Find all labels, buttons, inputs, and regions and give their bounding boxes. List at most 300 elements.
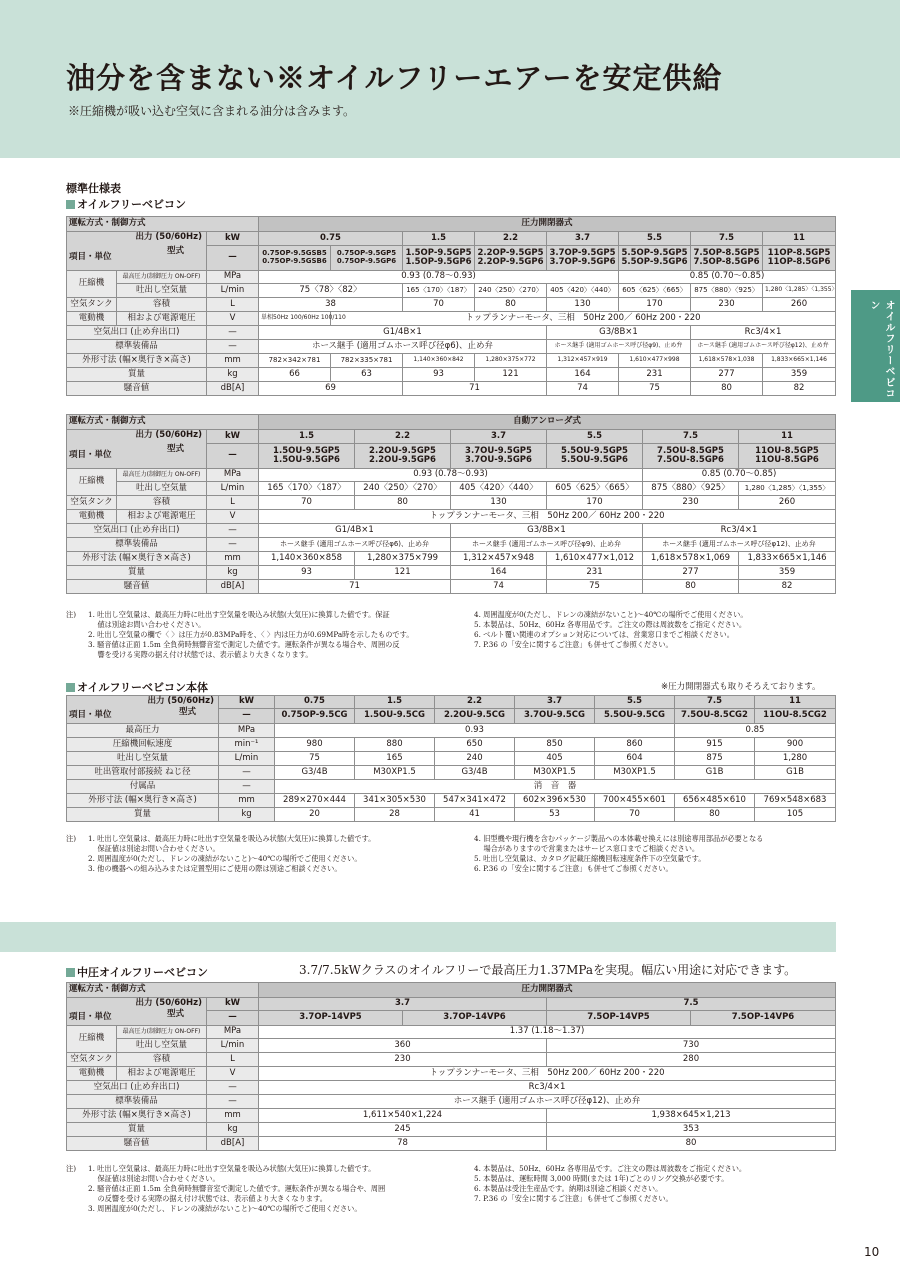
row-label-compressor: 圧縮機	[67, 271, 117, 298]
side-index-tab[interactable]	[851, 290, 900, 402]
motor-three-phase: トップランナーモータ、三相 50Hz 200／ 60Hz 200・220	[259, 510, 836, 524]
noise-value: 71	[403, 382, 547, 396]
note-line: 4. 旧型機や現行機を含むパッケージ製品への本体載せ換えには別途専用部品が必要となる	[474, 834, 764, 843]
mass-value: 28	[355, 808, 435, 822]
model-60hz: 1.5OP-9.5GP6	[405, 257, 472, 267]
header-item-unit	[67, 696, 219, 724]
note-line: 場合がありますので営業またはサービス窓口までご相談ください。	[474, 843, 700, 853]
kw-cell: 2.2	[355, 430, 451, 444]
note-line: 1. 吐出し空気量は、最高圧力時に吐出す空気量を吸込み状態(大気圧)に換算した値です。	[88, 834, 376, 843]
air-value: 605〈625〉〈665〉	[619, 284, 691, 298]
section-title-text: オイルフリーベビコン本体	[77, 681, 209, 694]
model-cell: 5.5OU-9.5CG	[595, 709, 675, 724]
header-item-unit	[67, 430, 207, 469]
note-line: 3. 他の機器への組み込みまたは定置型用にご使用の際は別途ご相談ください。	[88, 863, 342, 873]
model-50hz: 0.75OP-9.5GSB5	[262, 249, 327, 258]
unit-lmin: L/min	[207, 284, 259, 298]
tank-value: 38	[259, 298, 403, 312]
tank-value: 80	[475, 298, 547, 312]
notes-left-column	[88, 1164, 385, 1214]
dims-value: 1,140×360×858	[259, 552, 355, 566]
header-item-unit	[67, 998, 207, 1026]
row-label-outlet-thread: 吐出管取付部接続 ねじ径	[67, 766, 219, 780]
note-line: 保証値は別途お問い合わせください。	[88, 843, 220, 853]
dims-value: 341×305×530	[355, 794, 435, 808]
header-drive-control: 運転方式・制御方式	[67, 415, 259, 430]
speed-value: 880	[355, 738, 435, 752]
air-value: 165〈170〉〈187〉	[259, 482, 355, 496]
model-cell: 7.5OU-8.5CG2	[675, 709, 755, 724]
note-line: 6. P.36 の「安全に関するご注意」も併せてご参照ください。	[474, 863, 673, 873]
model-60hz: 1.5OU-9.5GP6	[273, 455, 340, 465]
unit-mm: mm	[207, 354, 259, 368]
outlet-value: M30XP1.5	[515, 766, 595, 780]
row-label-capacity: 容積	[117, 496, 207, 510]
spec-table-auto-unloader	[66, 414, 836, 594]
note-line: 6. 本製品は受注生産品です。納期は別途ご相談ください。	[474, 1183, 663, 1193]
speed-value: 980	[275, 738, 355, 752]
mass-value: 53	[515, 808, 595, 822]
kw-cell: 11	[739, 430, 836, 444]
tank-value: 260	[763, 298, 836, 312]
model-50hz: 3.7OP-9.5GP5	[549, 247, 616, 258]
model-60hz: 5.5OU-9.5GP6	[561, 455, 628, 465]
dims-value: 1,938×645×1,213	[547, 1109, 836, 1123]
note-line: 5. 本製品は、運転時間 3,000 時間(または 1年)ごとのリング交換が必要です。	[474, 1173, 729, 1183]
unit-v: V	[207, 312, 259, 326]
dims-value: 700×455×601	[595, 794, 675, 808]
model-cell	[259, 246, 331, 271]
notes-body	[66, 834, 835, 880]
outlet-value: G1/4B×1	[259, 524, 451, 538]
unit-kw: kW	[207, 232, 259, 246]
row-label-tank: 空気タンク	[67, 496, 117, 510]
section-subtitle-text: オイルフリーベビコン	[77, 198, 187, 211]
outlet-value: Rc3/4×1	[691, 326, 836, 340]
outlet-value: Rc3/4×1	[259, 1081, 836, 1095]
row-label-outlet: 空気出口 (止め弁出口)	[67, 326, 207, 340]
air-value: 240〈250〉〈270〉	[475, 284, 547, 298]
row-label-max-pressure: 最高圧力(制御圧力 ON-OFF)	[117, 271, 207, 284]
kw-cell: 11	[763, 232, 836, 246]
unit-dash: —	[207, 524, 259, 538]
model-60hz: 11OU-8.5GP6	[755, 455, 819, 465]
mass-value: 63	[331, 368, 403, 382]
air-value: 405〈420〉〈440〉	[547, 284, 619, 298]
unit-dash: —	[207, 538, 259, 552]
kw-cell: 7.5	[691, 232, 763, 246]
model-cell: 1.5OU-9.5CG	[355, 709, 435, 724]
row-label-noise: 騒音値	[67, 1137, 207, 1151]
dims-value: 782×342×781	[259, 354, 331, 368]
model-60hz: 7.5OU-8.5GP6	[657, 455, 724, 465]
note-line: 3. 騒音値は正面 1.5m 全負荷時無響音室で測定した値です。運転条件が異なる場合や、周囲の反	[88, 639, 400, 649]
mass-value: 121	[475, 368, 547, 382]
note-line: 7. P.36 の「安全に関するご注意」も併せてご参照ください。	[474, 639, 673, 649]
outlet-value: Rc3/4×1	[643, 524, 836, 538]
noise-value: 82	[763, 382, 836, 396]
header-item-unit-label: 項目・単位	[69, 450, 112, 460]
notes-left-column	[88, 834, 375, 874]
header-output: 出力 (50/60Hz)	[135, 430, 202, 440]
availability-note: ※圧力開閉器式も取りそろえております。	[661, 682, 821, 692]
notes-label: 注)	[66, 610, 76, 619]
unit-lmin: L/min	[207, 482, 259, 496]
note-line: 1. 吐出し空気量は、最高圧力時に吐出す空気量を吸込み状態(大気圧)に換算した値です。	[88, 1164, 376, 1173]
row-label-mass: 質量	[67, 368, 207, 382]
air-value: 240	[435, 752, 515, 766]
catch-copy: 3.7/7.5kWクラスのオイルフリーで最高圧力1.37MPaを実現。幅広い用途に対応できます。	[299, 963, 797, 977]
header-drive-control: 運転方式・制御方式	[67, 217, 259, 232]
unit-dash: —	[207, 246, 259, 271]
model-cell: 7.5OP-14VP6	[691, 1011, 836, 1026]
model-cell	[475, 246, 547, 271]
model-cell: 2.2OU-9.5CG	[435, 709, 515, 724]
tank-value: 230	[691, 298, 763, 312]
air-value: 405	[515, 752, 595, 766]
model-50hz: 11OU-8.5GP5	[755, 445, 819, 456]
row-label-max-pressure: 最高圧力(制御圧力 ON-OFF)	[117, 1026, 207, 1039]
mass-value: 277	[691, 368, 763, 382]
unit-rpm: min⁻¹	[219, 738, 275, 752]
spec-table-body	[66, 695, 836, 822]
model-cell	[739, 444, 836, 469]
outlet-value: G3/8B×1	[451, 524, 643, 538]
mass-value: 93	[403, 368, 475, 382]
air-value: 1,280〈1,285〉〈1,355〉	[739, 482, 836, 496]
unit-mpa: MPa	[219, 724, 275, 738]
unit-v: V	[207, 510, 259, 524]
dims-value: 1,618×578×1,038	[691, 354, 763, 368]
air-value: 604	[595, 752, 675, 766]
unit-mpa: MPa	[207, 271, 259, 284]
model-60hz: 3.7OU-9.5GP6	[465, 455, 532, 465]
mass-value: 359	[763, 368, 836, 382]
model-60hz: 11OP-8.5GP6	[767, 257, 831, 267]
air-value: 360	[259, 1039, 547, 1053]
group-auto-unloader: 自動アンローダ式	[259, 415, 836, 430]
air-value: 405〈420〉〈440〉	[451, 482, 547, 496]
air-value: 605〈625〉〈665〉	[547, 482, 643, 496]
motor-three-phase: トップランナーモータ、三相 50Hz 200／ 60Hz 200・220	[331, 312, 836, 326]
outlet-value: M30XP1.5	[355, 766, 435, 780]
kw-cell: 1.5	[355, 696, 435, 709]
kw-cell: 5.5	[595, 696, 675, 709]
kw-cell: 1.5	[259, 430, 355, 444]
note-line: 5. 本製品は、50Hz、60Hz 各専用品です。ご注文の際は周波数をご指定ください。	[474, 619, 747, 629]
row-label-compressor: 圧縮機	[67, 469, 117, 496]
model-60hz: 2.2OU-9.5GP6	[369, 455, 436, 465]
spec-table-pressure-switch	[66, 216, 836, 396]
header-item-unit	[67, 232, 207, 271]
notes-right-column	[474, 834, 763, 874]
model-50hz: 11OP-8.5GP5	[767, 247, 831, 258]
square-bullet-icon	[66, 968, 75, 977]
model-cell: 3.7OP-14VP5	[259, 1011, 403, 1026]
tank-value: 230	[643, 496, 739, 510]
unit-mm: mm	[207, 1109, 259, 1123]
tank-value: 80	[355, 496, 451, 510]
model-cell	[355, 444, 451, 469]
pressure-value: 0.93 (0.78〜0.93)	[259, 271, 619, 284]
dims-value: 656×485×610	[675, 794, 755, 808]
note-line: 3. 周囲温度が0(ただし、ドレンの凍結がないこと)〜40℃の場所でご使用ください。	[88, 1203, 362, 1213]
unit-kg: kg	[207, 368, 259, 382]
pressure-value: 0.93	[275, 724, 675, 738]
notes-right-column	[474, 610, 748, 650]
kw-cell: 11	[755, 696, 836, 709]
notes-right-column	[474, 1164, 746, 1204]
notes-label: 注)	[66, 834, 76, 843]
header-model: 型式	[166, 444, 184, 454]
unit-l: L	[207, 1053, 259, 1067]
row-label-motor: 電動機	[67, 510, 117, 524]
motor-three-phase: トップランナーモータ、三相 50Hz 200／ 60Hz 200・220	[259, 1067, 836, 1081]
note-line: 2. 吐出し空気量の欄で〈 〉は圧力が0.83MPa時を、〈 〉内は圧力が0.69MPa時を示したものです。	[88, 629, 414, 639]
row-label-max-pressure: 最高圧力(制御圧力 ON-OFF)	[117, 469, 207, 482]
unit-v: V	[207, 1067, 259, 1081]
kw-cell: 2.2	[435, 696, 515, 709]
dims-value: 1,610×477×1,012	[547, 552, 643, 566]
speed-value: 850	[515, 738, 595, 752]
kw-cell: 0.75	[259, 232, 403, 246]
tank-value: 130	[451, 496, 547, 510]
model-50hz: 1.5OU-9.5GP5	[273, 445, 340, 456]
pressure-value: 0.93 (0.78〜0.93)	[259, 469, 643, 482]
unit-dash: —	[219, 709, 275, 724]
header-output: 出力 (50/60Hz)	[135, 232, 202, 242]
dims-value: 1,312×457×948	[451, 552, 547, 566]
motor-single-phase: 単相50Hz 100/60Hz 100/110	[259, 312, 331, 326]
air-value: 165	[355, 752, 435, 766]
model-cell	[691, 246, 763, 271]
kw-cell: 5.5	[619, 232, 691, 246]
row-label-phase-voltage: 相および電源電圧	[117, 1067, 207, 1081]
outlet-value: G3/4B	[435, 766, 515, 780]
header-output: 出力 (50/60Hz)	[135, 998, 202, 1008]
accessories-value: ホース継手 (適用ゴムホース呼び径φ12)、止め弁	[691, 340, 836, 354]
row-label-accessories: 付属品	[67, 780, 219, 794]
note-line: の反響を受ける実際の据え付け状態では、表示値より大きくなります。	[88, 1193, 327, 1203]
unit-dash: —	[207, 1081, 259, 1095]
dims-value: 602×396×530	[515, 794, 595, 808]
air-value: 875〈880〉〈925〉	[691, 284, 763, 298]
unit-dba: dB[A]	[207, 580, 259, 594]
mass-value: 245	[259, 1123, 547, 1137]
unit-dash: —	[207, 340, 259, 354]
noise-value: 80	[643, 580, 739, 594]
model-60hz: 7.5OP-8.5GP6	[693, 257, 760, 267]
speed-value: 915	[675, 738, 755, 752]
row-label-accessories: 標準装備品	[67, 1095, 207, 1109]
noise-value: 71	[259, 580, 451, 594]
model-cell	[331, 246, 403, 271]
row-label-dims: 外形寸法 (幅×奥行き×高さ)	[67, 794, 219, 808]
notes-standard-spec	[66, 610, 835, 666]
air-value: 165〈170〉〈187〉	[403, 284, 475, 298]
note-line: 2. 騒音値は正面 1.5m 全負荷時無響音室で測定した値です。運転条件が異なる場合や、周囲	[88, 1183, 386, 1193]
note-line: 4. 本製品は、50Hz、60Hz 各専用品です。ご注文の際は周波数をご指定ください。	[474, 1164, 747, 1173]
outlet-value: G3/4B	[275, 766, 355, 780]
note-line: 2. 周囲温度が0(ただし、ドレンの凍結がないこと)〜40℃の場所でご使用ください。	[88, 853, 362, 863]
dims-value: 1,280×375×772	[475, 354, 547, 368]
model-cell: 11OU-8.5CG2	[755, 709, 836, 724]
accessories-value: ホース継手 (適用ゴムホース呼び径φ12)、止め弁	[259, 1095, 836, 1109]
mass-value: 66	[259, 368, 331, 382]
unit-kw: kW	[207, 430, 259, 444]
note-line: 値は別途お問い合わせください。	[88, 619, 206, 629]
square-bullet-icon	[66, 683, 75, 692]
header-note: ※圧縮機が吸い込む空気に含まれる油分は含みます。	[68, 104, 356, 118]
unit-l: L	[207, 496, 259, 510]
row-label-dims: 外形寸法 (幅×奥行き×高さ)	[67, 354, 207, 368]
model-cell	[451, 444, 547, 469]
section-title-spec: 標準仕様表	[66, 182, 121, 195]
mass-value: 41	[435, 808, 515, 822]
mass-value: 231	[619, 368, 691, 382]
header-output: 出力 (50/60Hz)	[147, 696, 214, 706]
unit-kg: kg	[219, 808, 275, 822]
accessories-value: ホース継手 (適用ゴムホース呼び径φ6)、止め弁	[259, 538, 451, 552]
section-title-medium-pressure	[66, 964, 208, 980]
unit-dash: —	[207, 1095, 259, 1109]
square-bullet-icon	[66, 200, 75, 209]
dims-value: 1,833×665×1,146	[763, 354, 836, 368]
model-50hz: 7.5OP-8.5GP5	[693, 247, 760, 258]
mass-value: 121	[355, 566, 451, 580]
model-60hz: 0.75OP-9.5GP6	[336, 257, 397, 265]
accessories-value: ホース継手 (適用ゴムホース呼び径φ6)、止め弁	[259, 340, 547, 354]
section-subtitle-oilfree	[66, 196, 186, 212]
model-cell	[547, 444, 643, 469]
dims-value: 1,312×457×919	[547, 354, 619, 368]
unit-kg: kg	[207, 566, 259, 580]
kw-cell: 3.7	[547, 232, 619, 246]
outlet-value: G1/4B×1	[259, 326, 547, 340]
row-label-motor: 電動機	[67, 1067, 117, 1081]
kw-cell: 7.5	[643, 430, 739, 444]
divider-band	[0, 922, 836, 952]
header-drive-control: 運転方式・制御方式	[67, 983, 259, 998]
header-item-unit-label: 項目・単位	[69, 710, 112, 720]
accessories-value: ホース継手 (適用ゴムホース呼び径φ12)、止め弁	[643, 538, 836, 552]
model-cell: 0.75OP-9.5CG	[275, 709, 355, 724]
dims-value: 769×548×683	[755, 794, 836, 808]
air-value: 875	[675, 752, 755, 766]
row-label-mass: 質量	[67, 566, 207, 580]
row-label-outlet: 空気出口 (止め弁出口)	[67, 524, 207, 538]
note-line: 7. P.36 の「安全に関するご注意」も併せてご参照ください。	[474, 1193, 673, 1203]
unit-lmin: L/min	[219, 752, 275, 766]
dims-value: 1,280×375×799	[355, 552, 451, 566]
unit-dash: —	[207, 444, 259, 469]
mass-value: 164	[547, 368, 619, 382]
mass-value: 353	[547, 1123, 836, 1137]
mass-value: 231	[547, 566, 643, 580]
model-50hz: 2.2OP-9.5GP5	[477, 247, 544, 258]
model-50hz: 5.5OU-9.5GP5	[561, 445, 628, 456]
notes-label: 注)	[66, 1164, 76, 1173]
section-title-text: 中圧オイルフリーベビコン	[77, 966, 209, 979]
noise-value: 78	[259, 1137, 547, 1151]
kw-cell: 1.5	[403, 232, 475, 246]
row-label-accessories: 標準装備品	[67, 538, 207, 552]
noise-value: 74	[451, 580, 547, 594]
kw-cell: 5.5	[547, 430, 643, 444]
speed-value: 860	[595, 738, 675, 752]
model-cell	[547, 246, 619, 271]
kw-cell: 3.7	[259, 998, 547, 1011]
noise-value: 80	[547, 1137, 836, 1151]
header-model: 型式	[166, 246, 184, 256]
tank-value: 70	[403, 298, 475, 312]
row-label-discharge-air: 吐出し空気量	[117, 1039, 207, 1053]
row-label-discharge-air: 吐出し空気量	[117, 284, 207, 298]
unit-kw: kW	[207, 998, 259, 1011]
row-label-discharge-air: 吐出し空気量	[67, 752, 219, 766]
speed-value: 650	[435, 738, 515, 752]
mass-value: 277	[643, 566, 739, 580]
row-label-tank: 空気タンク	[67, 1053, 117, 1067]
note-line: 響を受ける実際の据え付け状態では、表示値より大きくなります。	[88, 649, 313, 659]
model-50hz: 5.5OP-9.5GP5	[621, 247, 688, 258]
model-50hz: 1.5OP-9.5GP5	[405, 247, 472, 258]
noise-value: 69	[259, 382, 403, 396]
tank-value: 170	[547, 496, 643, 510]
header-item-unit-label: 項目・単位	[69, 252, 112, 262]
page-title: 油分を含まない※オイルフリーエアーを安定供給	[66, 61, 723, 95]
noise-value: 75	[619, 382, 691, 396]
air-value: 730	[547, 1039, 836, 1053]
row-label-mass: 質量	[67, 808, 219, 822]
mass-value: 359	[739, 566, 836, 580]
model-60hz: 3.7OP-9.5GP6	[549, 257, 616, 267]
pressure-value: 0.85 (0.70〜0.85)	[643, 469, 836, 482]
unit-mpa: MPa	[207, 469, 259, 482]
model-cell	[643, 444, 739, 469]
outlet-value: G1B	[675, 766, 755, 780]
dims-value: 547×341×472	[435, 794, 515, 808]
tank-value: 70	[259, 496, 355, 510]
model-60hz: 2.2OP-9.5GP6	[477, 257, 544, 267]
unit-kw: kW	[219, 696, 275, 709]
model-cell	[259, 444, 355, 469]
tank-value: 170	[619, 298, 691, 312]
unit-mm: mm	[207, 552, 259, 566]
row-label-outlet: 空気出口 (止め弁出口)	[67, 1081, 207, 1095]
air-value: 1,280〈1,285〉〈1,355〉	[763, 284, 836, 298]
row-label-phase-voltage: 相および電源電圧	[117, 510, 207, 524]
dims-value: 1,833×665×1,146	[739, 552, 836, 566]
tank-value: 130	[547, 298, 619, 312]
notes-medium-pressure	[66, 1164, 835, 1222]
unit-lmin: L/min	[207, 1039, 259, 1053]
row-label-mass: 質量	[67, 1123, 207, 1137]
kw-cell: 7.5	[675, 696, 755, 709]
header-model: 型式	[178, 707, 196, 717]
unit-l: L	[207, 298, 259, 312]
kw-cell: 3.7	[515, 696, 595, 709]
model-cell	[619, 246, 691, 271]
air-value: 875〈880〉〈925〉	[643, 482, 739, 496]
side-tab-label: オイルフリーベビコン	[868, 300, 894, 399]
model-50hz: 7.5OU-8.5GP5	[657, 445, 724, 456]
pressure-value: 0.85	[675, 724, 836, 738]
row-label-speed: 圧縮機回転速度	[67, 738, 219, 752]
air-value: 75	[275, 752, 355, 766]
group-pressure-switch: 圧力開閉器式	[259, 217, 836, 232]
row-label-motor: 電動機	[67, 312, 117, 326]
